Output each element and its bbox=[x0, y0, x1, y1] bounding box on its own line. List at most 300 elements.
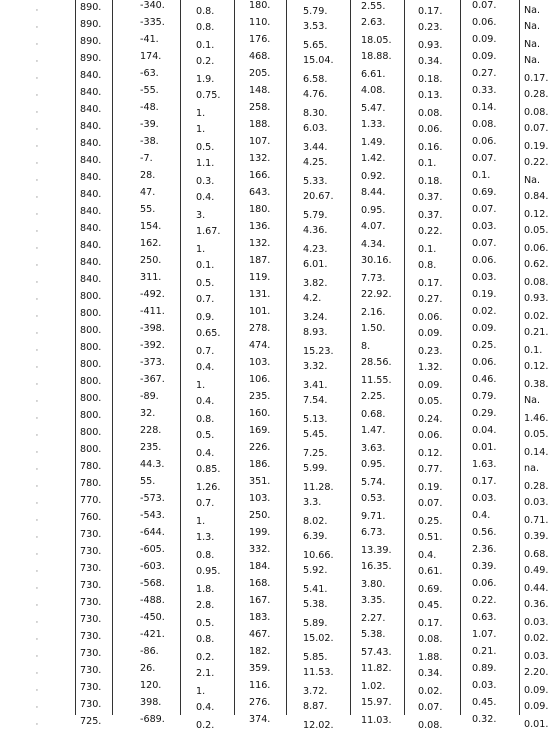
table-cell: 15.97. bbox=[361, 697, 392, 708]
table-cell: 4.2. bbox=[303, 293, 322, 304]
table-cell: 0.02. bbox=[524, 633, 549, 644]
table-cell: 474. bbox=[249, 340, 271, 351]
table-cell: -450. bbox=[140, 612, 165, 623]
table-cell: 11.53. bbox=[303, 667, 334, 678]
table-cell: 8.87. bbox=[303, 701, 328, 712]
table-cell: -421. bbox=[140, 629, 165, 640]
table-cell: 250. bbox=[249, 510, 271, 521]
table-cell: 1.88. bbox=[418, 652, 443, 663]
table-cell: 0.37. bbox=[418, 192, 443, 203]
table-row bbox=[0, 459, 559, 476]
table-cell: 174. bbox=[140, 51, 162, 62]
table-cell: -86. bbox=[140, 646, 159, 657]
row-marker: ' bbox=[36, 365, 38, 373]
table-cell: 0.7. bbox=[196, 346, 215, 357]
table-cell: 840. bbox=[80, 104, 102, 115]
table-cell: 5.74. bbox=[361, 477, 386, 488]
table-cell: -398. bbox=[140, 323, 165, 334]
table-cell: 890. bbox=[80, 36, 102, 47]
table-cell: 890. bbox=[80, 2, 102, 13]
table-cell: 0.85. bbox=[196, 464, 221, 475]
table-cell: 0.07. bbox=[418, 702, 443, 713]
table-cell: 0.06. bbox=[418, 312, 443, 323]
table-cell: 0.4. bbox=[196, 362, 215, 373]
row-marker: ' bbox=[36, 110, 38, 118]
table-cell: 0.29. bbox=[472, 408, 497, 419]
table-cell: 7.25. bbox=[303, 448, 328, 459]
table-cell: 2.63. bbox=[361, 17, 386, 28]
row-marker: ' bbox=[36, 620, 38, 628]
table-cell: 0.2. bbox=[196, 652, 215, 663]
table-cell: 0.92. bbox=[361, 171, 386, 182]
table-cell: 0.1. bbox=[196, 40, 215, 51]
table-cell: 0.28. bbox=[524, 481, 549, 492]
row-marker: ' bbox=[36, 603, 38, 611]
table-cell: 11.82. bbox=[361, 663, 392, 674]
table-cell: 4.76. bbox=[303, 89, 328, 100]
table-cell: 0.3. bbox=[196, 176, 215, 187]
table-cell: 2.25. bbox=[361, 391, 386, 402]
table-cell: 800. bbox=[80, 342, 102, 353]
table-cell: 0.71. bbox=[524, 515, 549, 526]
table-cell: 0.09. bbox=[524, 685, 549, 696]
table-cell: -411. bbox=[140, 306, 165, 317]
table-cell: 730. bbox=[80, 563, 102, 574]
table-cell: 840. bbox=[80, 189, 102, 200]
table-row bbox=[0, 102, 559, 119]
table-cell: 0.89. bbox=[472, 663, 497, 674]
table-cell: 176. bbox=[249, 34, 271, 45]
table-cell: 0.38. bbox=[524, 379, 549, 390]
table-cell: 2.36. bbox=[472, 544, 497, 555]
table-cell: 6.58. bbox=[303, 74, 328, 85]
table-cell: 3.82. bbox=[303, 278, 328, 289]
table-cell: 730. bbox=[80, 631, 102, 642]
table-cell: 0.84. bbox=[524, 191, 549, 202]
table-cell: 169. bbox=[249, 425, 271, 436]
table-cell: 730. bbox=[80, 682, 102, 693]
table-cell: 28. bbox=[140, 170, 156, 181]
table-cell: 800. bbox=[80, 359, 102, 370]
table-cell: 110. bbox=[249, 17, 271, 28]
table-cell: 0.9. bbox=[196, 312, 215, 323]
table-cell: 800. bbox=[80, 291, 102, 302]
table-cell: 6.39. bbox=[303, 531, 328, 542]
table-row bbox=[0, 629, 559, 646]
table-cell: 8.30. bbox=[303, 108, 328, 119]
table-row bbox=[0, 680, 559, 697]
table-cell: 1. bbox=[196, 380, 206, 391]
table-cell: 6.61. bbox=[361, 69, 386, 80]
table-cell: 800. bbox=[80, 325, 102, 336]
row-marker: ' bbox=[36, 586, 38, 594]
table-cell: -543. bbox=[140, 510, 165, 521]
table-cell: 18.88. bbox=[361, 51, 392, 62]
row-marker: ' bbox=[36, 467, 38, 475]
table-cell: 0.37. bbox=[418, 210, 443, 221]
table-cell: 44.3. bbox=[140, 459, 165, 470]
table-row bbox=[0, 170, 559, 187]
table-cell: 0.68. bbox=[361, 409, 386, 420]
table-cell: 0.2. bbox=[196, 56, 215, 67]
table-cell: 5.79. bbox=[303, 210, 328, 221]
table-cell: 30.16. bbox=[361, 255, 392, 266]
table-cell: 188. bbox=[249, 119, 271, 130]
table-cell: 26. bbox=[140, 663, 156, 674]
table-cell: 0.06. bbox=[472, 578, 497, 589]
table-cell: 0.23. bbox=[418, 346, 443, 357]
table-cell: 0.06. bbox=[472, 357, 497, 368]
table-cell: Na. bbox=[524, 395, 541, 406]
table-cell: 0.23. bbox=[418, 22, 443, 33]
table-row bbox=[0, 255, 559, 272]
table-cell: 0.53. bbox=[361, 493, 386, 504]
table-cell: 18.05. bbox=[361, 35, 392, 46]
table-cell: 1.26. bbox=[196, 482, 221, 493]
row-marker: ' bbox=[36, 212, 38, 220]
row-marker: ' bbox=[36, 637, 38, 645]
table-cell: 0.1. bbox=[524, 345, 543, 356]
table-cell: 6.03. bbox=[303, 123, 328, 134]
row-marker: ' bbox=[36, 399, 38, 407]
row-marker: ' bbox=[36, 229, 38, 237]
table-cell: -488. bbox=[140, 595, 165, 606]
table-cell: 840. bbox=[80, 223, 102, 234]
table-cell: 0.21. bbox=[524, 327, 549, 338]
table-cell: 840. bbox=[80, 70, 102, 81]
table-cell: 1.49. bbox=[361, 137, 386, 148]
table-cell: Na. bbox=[524, 21, 541, 32]
table-cell: 0.56. bbox=[472, 527, 497, 538]
table-cell: 643. bbox=[249, 187, 271, 198]
table-cell: 0.61. bbox=[418, 566, 443, 577]
table-cell: 162. bbox=[140, 238, 162, 249]
table-cell: 3.53. bbox=[303, 21, 328, 32]
table-cell: 0.12. bbox=[524, 209, 549, 220]
table-row bbox=[0, 595, 559, 612]
table-cell: 730. bbox=[80, 597, 102, 608]
table-cell: 0.07. bbox=[472, 204, 497, 215]
table-cell: 0.03. bbox=[524, 497, 549, 508]
table-cell: 0.04. bbox=[472, 425, 497, 436]
table-cell: 0.17. bbox=[418, 618, 443, 629]
table-cell: 1.02. bbox=[361, 681, 386, 692]
table-cell: 0.08. bbox=[524, 107, 549, 118]
table-cell: 0.09. bbox=[418, 328, 443, 339]
table-cell: 890. bbox=[80, 53, 102, 64]
table-cell: 0.09. bbox=[418, 380, 443, 391]
table-cell: 2.27. bbox=[361, 613, 386, 624]
table-cell: 0.22. bbox=[418, 226, 443, 237]
row-marker: ' bbox=[36, 348, 38, 356]
table-cell: 5.13. bbox=[303, 414, 328, 425]
table-cell: 0.13. bbox=[418, 90, 443, 101]
table-cell: 0.8. bbox=[196, 550, 215, 561]
table-row bbox=[0, 510, 559, 527]
table-cell: 148. bbox=[249, 85, 271, 96]
row-marker: ' bbox=[36, 433, 38, 441]
table-cell: 0.33. bbox=[472, 85, 497, 96]
row-marker: ' bbox=[36, 59, 38, 67]
table-cell: 167. bbox=[249, 595, 271, 606]
table-cell: 0.19. bbox=[472, 289, 497, 300]
table-cell: Na. bbox=[524, 55, 541, 66]
table-cell: 180. bbox=[249, 204, 271, 215]
table-cell: 132. bbox=[249, 238, 271, 249]
table-cell: 0.06. bbox=[418, 430, 443, 441]
table-cell: 0.5. bbox=[196, 278, 215, 289]
table-cell: 101. bbox=[249, 306, 271, 317]
table-cell: -573. bbox=[140, 493, 165, 504]
table-cell: 180. bbox=[249, 0, 271, 11]
table-cell: 55. bbox=[140, 204, 156, 215]
table-cell: 132. bbox=[249, 153, 271, 164]
table-cell: 0.09. bbox=[472, 323, 497, 334]
table-cell: 0.07. bbox=[472, 153, 497, 164]
row-marker: ' bbox=[36, 535, 38, 543]
table-cell: 5.38. bbox=[361, 629, 386, 640]
table-cell: 0.03. bbox=[524, 617, 549, 628]
table-row bbox=[0, 476, 559, 493]
row-marker: ' bbox=[36, 654, 38, 662]
table-cell: 730. bbox=[80, 580, 102, 591]
table-cell: 136. bbox=[249, 221, 271, 232]
table-cell: 2.20. bbox=[524, 667, 549, 678]
table-cell: 3.72. bbox=[303, 686, 328, 697]
table-cell: 730. bbox=[80, 614, 102, 625]
table-cell: 0.44. bbox=[524, 583, 549, 594]
table-cell: 0.06. bbox=[524, 243, 549, 254]
table-cell: 760. bbox=[80, 512, 102, 523]
table-cell: 28.56. bbox=[361, 357, 392, 368]
table-row bbox=[0, 306, 559, 323]
table-cell: 0.12. bbox=[524, 361, 549, 372]
table-cell: -367. bbox=[140, 374, 165, 385]
table-cell: 0.03. bbox=[472, 272, 497, 283]
table-cell: 103. bbox=[249, 493, 271, 504]
table-cell: 0.02. bbox=[524, 311, 549, 322]
table-cell: 1.3. bbox=[196, 532, 215, 543]
table-cell: 2.55. bbox=[361, 1, 386, 12]
table-cell: 228. bbox=[140, 425, 162, 436]
table-cell: 0.02. bbox=[418, 686, 443, 697]
table-cell: 0.08. bbox=[418, 634, 443, 645]
table-cell: 840. bbox=[80, 121, 102, 132]
table-cell: -55. bbox=[140, 85, 159, 96]
table-cell: 780. bbox=[80, 478, 102, 489]
table-cell: 0.18. bbox=[418, 74, 443, 85]
table-cell: 0.4. bbox=[472, 510, 491, 521]
table-cell: 0.27. bbox=[418, 294, 443, 305]
table-cell: 332. bbox=[249, 544, 271, 555]
table-row bbox=[0, 204, 559, 221]
table-cell: 0.5. bbox=[196, 142, 215, 153]
table-cell: 0.25. bbox=[418, 516, 443, 527]
row-marker: ' bbox=[36, 552, 38, 560]
table-cell: 840. bbox=[80, 274, 102, 285]
table-row bbox=[0, 34, 559, 51]
table-cell: 116. bbox=[249, 680, 271, 691]
table-cell: 2.1. bbox=[196, 668, 215, 679]
table-cell: 103. bbox=[249, 357, 271, 368]
row-marker: ' bbox=[36, 195, 38, 203]
table-cell: 0.32. bbox=[472, 714, 497, 725]
table-cell: 0.45. bbox=[472, 697, 497, 708]
table-cell: 16.35. bbox=[361, 561, 392, 572]
table-cell: 0.06. bbox=[472, 136, 497, 147]
table-row bbox=[0, 17, 559, 34]
table-cell: 15.02. bbox=[303, 633, 334, 644]
table-row bbox=[0, 136, 559, 153]
table-cell: 0.2. bbox=[196, 720, 215, 731]
table-cell: 0.8. bbox=[196, 634, 215, 645]
row-marker: ' bbox=[36, 450, 38, 458]
row-marker: ' bbox=[36, 688, 38, 696]
table-cell: 186. bbox=[249, 459, 271, 470]
table-cell: 0.8. bbox=[418, 260, 437, 271]
table-cell: 0.75. bbox=[196, 90, 221, 101]
table-cell: -373. bbox=[140, 357, 165, 368]
table-row bbox=[0, 408, 559, 425]
row-marker: ' bbox=[36, 42, 38, 50]
table-cell: 1.63. bbox=[472, 459, 497, 470]
table-cell: 4.07. bbox=[361, 221, 386, 232]
table-cell: 11.55. bbox=[361, 375, 392, 386]
table-cell: 840. bbox=[80, 206, 102, 217]
table-cell: 0.8. bbox=[196, 6, 215, 17]
table-cell: Na. bbox=[524, 5, 541, 16]
table-cell: 311. bbox=[140, 272, 162, 283]
table-cell: 235. bbox=[140, 442, 162, 453]
row-marker: ' bbox=[36, 569, 38, 577]
table-cell: 0.8. bbox=[196, 414, 215, 425]
table-cell: 1.67. bbox=[196, 226, 221, 237]
table-cell: 0.09. bbox=[472, 34, 497, 45]
table-cell: 0.39. bbox=[524, 531, 549, 542]
table-cell: 5.65. bbox=[303, 40, 328, 51]
table-cell: 0.93. bbox=[418, 40, 443, 51]
table-cell: -568. bbox=[140, 578, 165, 589]
row-marker: ' bbox=[36, 671, 38, 679]
table-cell: 3.44. bbox=[303, 142, 328, 153]
table-cell: 0.03. bbox=[524, 651, 549, 662]
table-cell: 0.95. bbox=[361, 205, 386, 216]
table-cell: 0.4. bbox=[196, 448, 215, 459]
table-cell: 0.22. bbox=[524, 157, 549, 168]
table-cell: 800. bbox=[80, 393, 102, 404]
table-cell: 840. bbox=[80, 172, 102, 183]
table-cell: 3.35. bbox=[361, 595, 386, 606]
table-row bbox=[0, 272, 559, 289]
table-cell: 8.93. bbox=[303, 327, 328, 338]
table-cell: 11.03. bbox=[361, 715, 392, 726]
table-cell: 0.14. bbox=[524, 447, 549, 458]
table-cell: 10.66. bbox=[303, 550, 334, 561]
table-cell: 4.36. bbox=[303, 225, 328, 236]
table-cell: 0.5. bbox=[196, 430, 215, 441]
table-cell: 0.03. bbox=[472, 493, 497, 504]
table-cell: 0.27. bbox=[472, 68, 497, 79]
row-marker: ' bbox=[36, 25, 38, 33]
table-cell: 467. bbox=[249, 629, 271, 640]
table-cell: 770. bbox=[80, 495, 102, 506]
table-cell: 0.01. bbox=[524, 719, 549, 730]
table-cell: 13.39. bbox=[361, 545, 392, 556]
table-cell: 160. bbox=[249, 408, 271, 419]
row-marker: ' bbox=[36, 484, 38, 492]
table-cell: Na. bbox=[524, 175, 541, 186]
table-cell: 0.4. bbox=[196, 396, 215, 407]
table-cell: 3.80. bbox=[361, 579, 386, 590]
table-cell: 1. bbox=[196, 244, 206, 255]
table-cell: 0.08. bbox=[472, 119, 497, 130]
table-cell: 57.43. bbox=[361, 647, 392, 658]
row-marker: ' bbox=[36, 722, 38, 730]
row-marker: ' bbox=[36, 161, 38, 169]
row-marker: ' bbox=[36, 178, 38, 186]
table-cell: 730. bbox=[80, 648, 102, 659]
table-cell: 0.07. bbox=[472, 0, 497, 11]
table-cell: 0.06. bbox=[472, 17, 497, 28]
table-cell: 800. bbox=[80, 308, 102, 319]
table-cell: 0.17. bbox=[418, 6, 443, 17]
table-row bbox=[0, 357, 559, 374]
table-cell: 730. bbox=[80, 665, 102, 676]
table-cell: 184. bbox=[249, 561, 271, 572]
table-row bbox=[0, 493, 559, 510]
table-cell: 1. bbox=[196, 124, 206, 135]
table-row bbox=[0, 391, 559, 408]
table-cell: 7.54. bbox=[303, 395, 328, 406]
table-cell: 1.47. bbox=[361, 425, 386, 436]
table-cell: 5.79. bbox=[303, 6, 328, 17]
table-cell: 168. bbox=[249, 578, 271, 589]
row-marker: ' bbox=[36, 76, 38, 84]
table-cell: 0.06. bbox=[472, 255, 497, 266]
table-cell: 351. bbox=[249, 476, 271, 487]
table-row bbox=[0, 578, 559, 595]
table-cell: 205. bbox=[249, 68, 271, 79]
row-marker: ' bbox=[36, 144, 38, 152]
table-cell: 0.4. bbox=[196, 192, 215, 203]
table-cell: 840. bbox=[80, 87, 102, 98]
table-cell: 3.32. bbox=[303, 361, 328, 372]
table-cell: 258. bbox=[249, 102, 271, 113]
table-cell: 0.49. bbox=[524, 565, 549, 576]
table-cell: 1. bbox=[196, 686, 206, 697]
table-cell: 800. bbox=[80, 444, 102, 455]
table-cell: 725. bbox=[80, 716, 102, 727]
table-cell: 22.92. bbox=[361, 289, 392, 300]
table-cell: 226. bbox=[249, 442, 271, 453]
table-cell: 4.25. bbox=[303, 157, 328, 168]
table-cell: 0.17. bbox=[472, 476, 497, 487]
table-cell: 6.01. bbox=[303, 259, 328, 270]
row-marker: ' bbox=[36, 280, 38, 288]
row-marker: ' bbox=[36, 314, 38, 322]
table-cell: 12.02. bbox=[303, 720, 334, 731]
table-cell: -38. bbox=[140, 136, 159, 147]
table-cell: 374. bbox=[249, 714, 271, 725]
table-cell: 1.50. bbox=[361, 323, 386, 334]
table-cell: -492. bbox=[140, 289, 165, 300]
table-cell: 0.24. bbox=[418, 414, 443, 425]
table-cell: 840. bbox=[80, 240, 102, 251]
table-cell: 0.16. bbox=[418, 142, 443, 153]
table-cell: 890. bbox=[80, 19, 102, 30]
table-row bbox=[0, 68, 559, 85]
table-row bbox=[0, 0, 559, 17]
